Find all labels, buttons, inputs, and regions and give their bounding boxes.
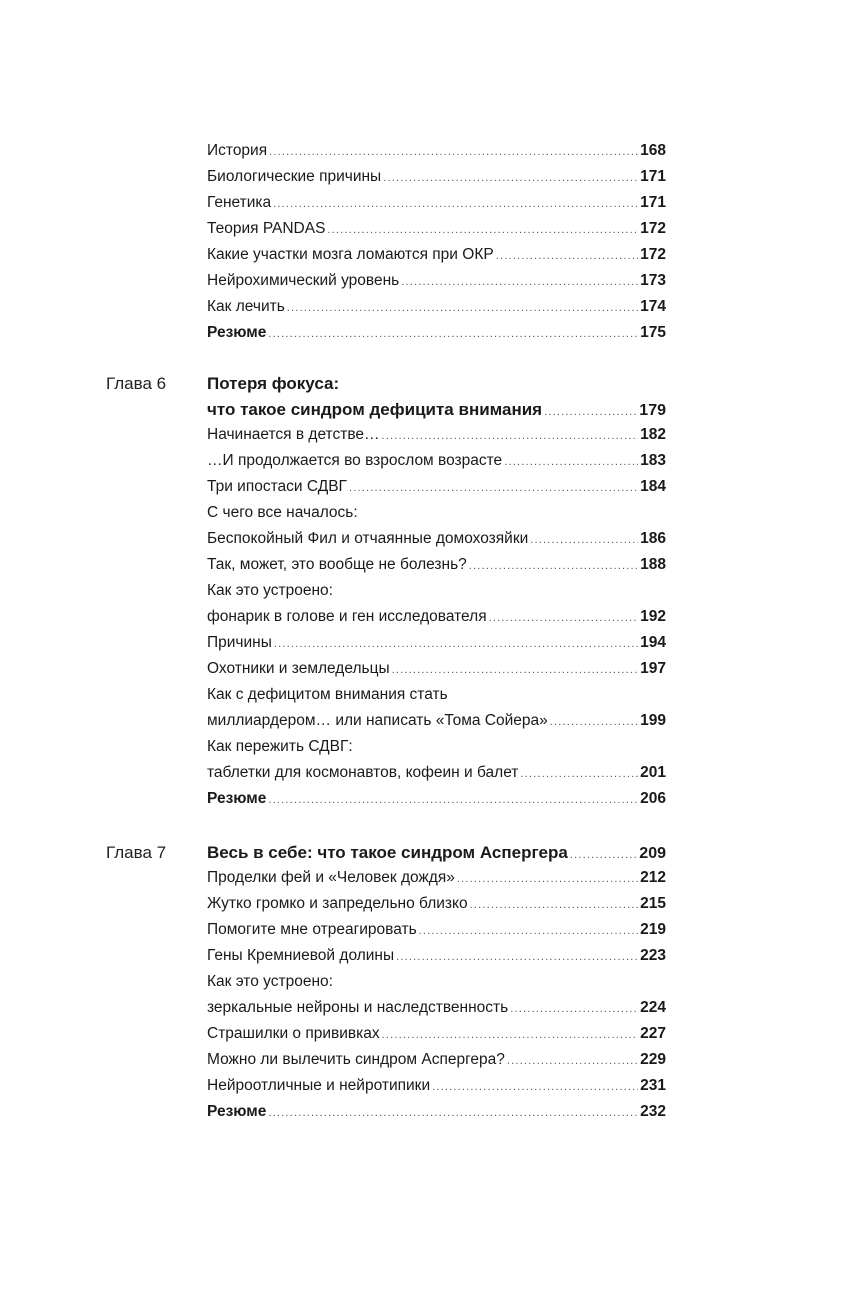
page-number: 231 bbox=[640, 1077, 666, 1094]
entry-title: что такое синдром дефицита внимания bbox=[207, 400, 543, 419]
page-number: 223 bbox=[640, 947, 666, 964]
page-number: 175 bbox=[640, 324, 666, 341]
toc-row bbox=[106, 478, 666, 504]
toc-row bbox=[106, 168, 666, 194]
chapter-title-entry[interactable] bbox=[207, 400, 666, 420]
toc-row bbox=[106, 1103, 666, 1129]
toc-row bbox=[106, 973, 666, 999]
page-number: 179 bbox=[639, 402, 666, 419]
toc-row bbox=[106, 790, 666, 816]
chapter-title-entry[interactable] bbox=[207, 843, 666, 863]
page-number: 186 bbox=[640, 530, 666, 547]
dot-leader bbox=[287, 302, 638, 314]
toc-entry[interactable] bbox=[207, 895, 666, 913]
toc-row bbox=[106, 999, 666, 1025]
dot-leader bbox=[268, 328, 638, 340]
toc-entry[interactable] bbox=[207, 478, 666, 496]
page-number: 197 bbox=[640, 660, 666, 677]
page-number: 215 bbox=[640, 895, 666, 912]
page-number: 194 bbox=[640, 634, 666, 651]
toc-entry[interactable] bbox=[207, 272, 666, 290]
toc-entry[interactable] bbox=[207, 1025, 666, 1043]
dot-leader bbox=[489, 612, 639, 624]
toc-entry[interactable] bbox=[207, 1103, 666, 1121]
entry-title: Биологические причины bbox=[207, 168, 382, 185]
dot-leader bbox=[273, 198, 638, 210]
page-number: 172 bbox=[640, 220, 666, 237]
page-number: 183 bbox=[640, 452, 666, 469]
chapter-title-entry[interactable] bbox=[207, 374, 666, 394]
toc-row bbox=[106, 272, 666, 298]
entry-title: Как лечить bbox=[207, 298, 285, 315]
toc-row bbox=[106, 426, 666, 452]
toc-entry[interactable] bbox=[207, 660, 666, 678]
toc-entry[interactable] bbox=[207, 712, 666, 730]
entry-title: Беспокойный Фил и отчаянные домохозяйки bbox=[207, 530, 529, 547]
toc-row bbox=[106, 582, 666, 608]
toc-entry[interactable] bbox=[207, 999, 666, 1017]
entry-title: Как это устроено: bbox=[207, 973, 333, 990]
page-number: 229 bbox=[640, 1051, 666, 1068]
toc-row bbox=[106, 220, 666, 246]
chapter-label: Глава 7 bbox=[106, 843, 167, 862]
dot-leader bbox=[507, 1055, 638, 1067]
toc-entry[interactable] bbox=[207, 869, 666, 887]
toc-row bbox=[106, 686, 666, 712]
toc-entry[interactable] bbox=[207, 220, 666, 238]
page-number: 168 bbox=[640, 142, 666, 159]
dot-leader bbox=[510, 1003, 638, 1015]
entry-title: Какие участки мозга ломаются при ОКР bbox=[207, 246, 494, 263]
entry-title: Страшилки о прививках bbox=[207, 1025, 380, 1042]
toc-row bbox=[106, 400, 666, 426]
dot-leader bbox=[269, 146, 638, 158]
entry-title: Как с дефицитом внимания стать bbox=[207, 686, 448, 703]
page-number: 184 bbox=[640, 478, 666, 495]
toc-row bbox=[106, 869, 666, 895]
toc-row bbox=[106, 194, 666, 220]
toc-section bbox=[106, 843, 666, 1129]
toc-entry[interactable] bbox=[207, 764, 666, 782]
toc-row bbox=[106, 895, 666, 921]
page-number: 192 bbox=[640, 608, 666, 625]
toc-entry[interactable] bbox=[207, 504, 666, 522]
entry-title: Как пережить СДВГ: bbox=[207, 738, 353, 755]
toc-entry[interactable] bbox=[207, 324, 666, 342]
toc-entry[interactable] bbox=[207, 947, 666, 965]
toc-row bbox=[106, 712, 666, 738]
toc-row bbox=[106, 634, 666, 660]
entry-title: Помогите мне отреагировать bbox=[207, 921, 417, 938]
entry-title: С чего все началось: bbox=[207, 504, 358, 521]
page-number: 173 bbox=[640, 272, 666, 289]
toc-row bbox=[106, 374, 666, 400]
entry-title: Весь в себе: что такое синдром Аспергера bbox=[207, 843, 568, 862]
page-number: 172 bbox=[640, 246, 666, 263]
page-number: 188 bbox=[640, 556, 666, 573]
toc-entry[interactable] bbox=[207, 973, 666, 991]
dot-leader bbox=[392, 664, 639, 676]
toc-row bbox=[106, 1051, 666, 1077]
toc-entry[interactable] bbox=[207, 686, 666, 704]
dot-leader bbox=[382, 1029, 638, 1041]
dot-leader bbox=[432, 1081, 638, 1093]
entry-title: Жутко громко и запредельно близко bbox=[207, 895, 468, 912]
dot-leader bbox=[530, 534, 638, 546]
toc-entry[interactable] bbox=[207, 1077, 666, 1095]
toc-row bbox=[106, 947, 666, 973]
toc-entry[interactable] bbox=[207, 582, 666, 600]
toc-entry[interactable] bbox=[207, 1051, 666, 1069]
toc-row bbox=[106, 738, 666, 764]
entry-title: миллиардером… или написать «Тома Сойера» bbox=[207, 712, 548, 729]
toc-section bbox=[106, 374, 666, 816]
entry-title: таблетки для космонавтов, кофеин и балет bbox=[207, 764, 519, 781]
toc-entry[interactable] bbox=[207, 790, 666, 808]
dot-leader bbox=[419, 925, 638, 937]
page-number: 232 bbox=[640, 1103, 666, 1120]
entry-title: зеркальные нейроны и наследственность bbox=[207, 999, 509, 1016]
toc-entry[interactable] bbox=[207, 608, 666, 626]
entry-title: Нейроотличные и нейротипики bbox=[207, 1077, 431, 1094]
toc-entry[interactable] bbox=[207, 246, 666, 264]
entry-title: Как это устроено: bbox=[207, 582, 333, 599]
entry-title: Теория PANDAS bbox=[207, 220, 326, 237]
entry-title: Гены Кремниевой долины bbox=[207, 947, 395, 964]
entry-title: Начинается в детстве… bbox=[207, 426, 380, 443]
page-number: 219 bbox=[640, 921, 666, 938]
toc-row bbox=[106, 530, 666, 556]
toc-row bbox=[106, 142, 666, 168]
toc-row bbox=[106, 324, 666, 350]
page-number: 199 bbox=[640, 712, 666, 729]
entry-title: Так, может, это вообще не болезнь? bbox=[207, 556, 467, 573]
page-number: 171 bbox=[640, 194, 666, 211]
toc-entry[interactable] bbox=[207, 142, 666, 160]
dot-leader bbox=[396, 951, 638, 963]
dot-leader bbox=[457, 873, 638, 885]
dot-leader bbox=[570, 849, 637, 861]
toc-row bbox=[106, 246, 666, 272]
entry-title: …И продолжается во взрослом возрасте bbox=[207, 452, 503, 469]
toc-row bbox=[106, 1025, 666, 1051]
page-number: 171 bbox=[640, 168, 666, 185]
page-number: 227 bbox=[640, 1025, 666, 1042]
toc-entry[interactable] bbox=[207, 168, 666, 186]
toc-row bbox=[106, 298, 666, 324]
toc-entry[interactable] bbox=[207, 634, 666, 652]
page-number: 209 bbox=[639, 845, 666, 862]
toc-entry[interactable] bbox=[207, 452, 666, 470]
toc-row bbox=[106, 504, 666, 530]
toc-row bbox=[106, 608, 666, 634]
toc-row bbox=[106, 1077, 666, 1103]
page-number: 174 bbox=[640, 298, 666, 315]
toc-row bbox=[106, 556, 666, 582]
entry-title: Резюме bbox=[207, 324, 267, 341]
toc-row bbox=[106, 660, 666, 686]
entry-title: фонарик в голове и ген исследователя bbox=[207, 608, 487, 625]
dot-leader bbox=[544, 406, 637, 418]
toc-entry[interactable] bbox=[207, 738, 666, 756]
dot-leader bbox=[550, 716, 638, 728]
dot-leader bbox=[504, 456, 638, 468]
entry-title: Резюме bbox=[207, 790, 267, 807]
dot-leader bbox=[382, 430, 639, 442]
entry-title: Охотники и земледельцы bbox=[207, 660, 390, 677]
dot-leader bbox=[520, 768, 638, 780]
entry-title: Нейрохимический уровень bbox=[207, 272, 400, 289]
toc-row bbox=[106, 764, 666, 790]
dot-leader bbox=[469, 560, 638, 572]
entry-title: Можно ли вылечить синдром Аспергера? bbox=[207, 1051, 505, 1068]
entry-title: История bbox=[207, 142, 268, 159]
page-number: 182 bbox=[640, 426, 666, 443]
dot-leader bbox=[383, 172, 638, 184]
entry-title: Проделки фей и «Человек дождя» bbox=[207, 869, 455, 886]
dot-leader bbox=[401, 276, 638, 288]
entry-title: Генетика bbox=[207, 194, 272, 211]
entry-title: Потеря фокуса: bbox=[207, 374, 340, 393]
page-number: 212 bbox=[640, 869, 666, 886]
page-number: 206 bbox=[640, 790, 666, 807]
toc-row bbox=[106, 921, 666, 947]
toc-entry[interactable] bbox=[207, 556, 666, 574]
dot-leader bbox=[274, 638, 638, 650]
toc-row bbox=[106, 452, 666, 478]
dot-leader bbox=[470, 899, 639, 911]
page-number: 201 bbox=[640, 764, 666, 781]
toc-entry[interactable] bbox=[207, 426, 666, 444]
chapter-label: Глава 6 bbox=[106, 374, 167, 393]
dot-leader bbox=[268, 1107, 638, 1119]
toc-entry[interactable] bbox=[207, 530, 666, 548]
dot-leader bbox=[496, 250, 638, 262]
entry-title: Причины bbox=[207, 634, 272, 651]
entry-title: Резюме bbox=[207, 1103, 267, 1120]
dot-leader bbox=[268, 794, 638, 806]
entry-title: Три ипостаси СДВГ bbox=[207, 478, 347, 495]
page-number: 224 bbox=[640, 999, 666, 1016]
toc-section bbox=[106, 142, 666, 350]
dot-leader bbox=[349, 482, 638, 494]
dot-leader bbox=[327, 224, 638, 236]
toc-entry[interactable] bbox=[207, 194, 666, 212]
toc-row bbox=[106, 843, 666, 869]
toc-entry[interactable] bbox=[207, 921, 666, 939]
toc-entry[interactable] bbox=[207, 298, 666, 316]
